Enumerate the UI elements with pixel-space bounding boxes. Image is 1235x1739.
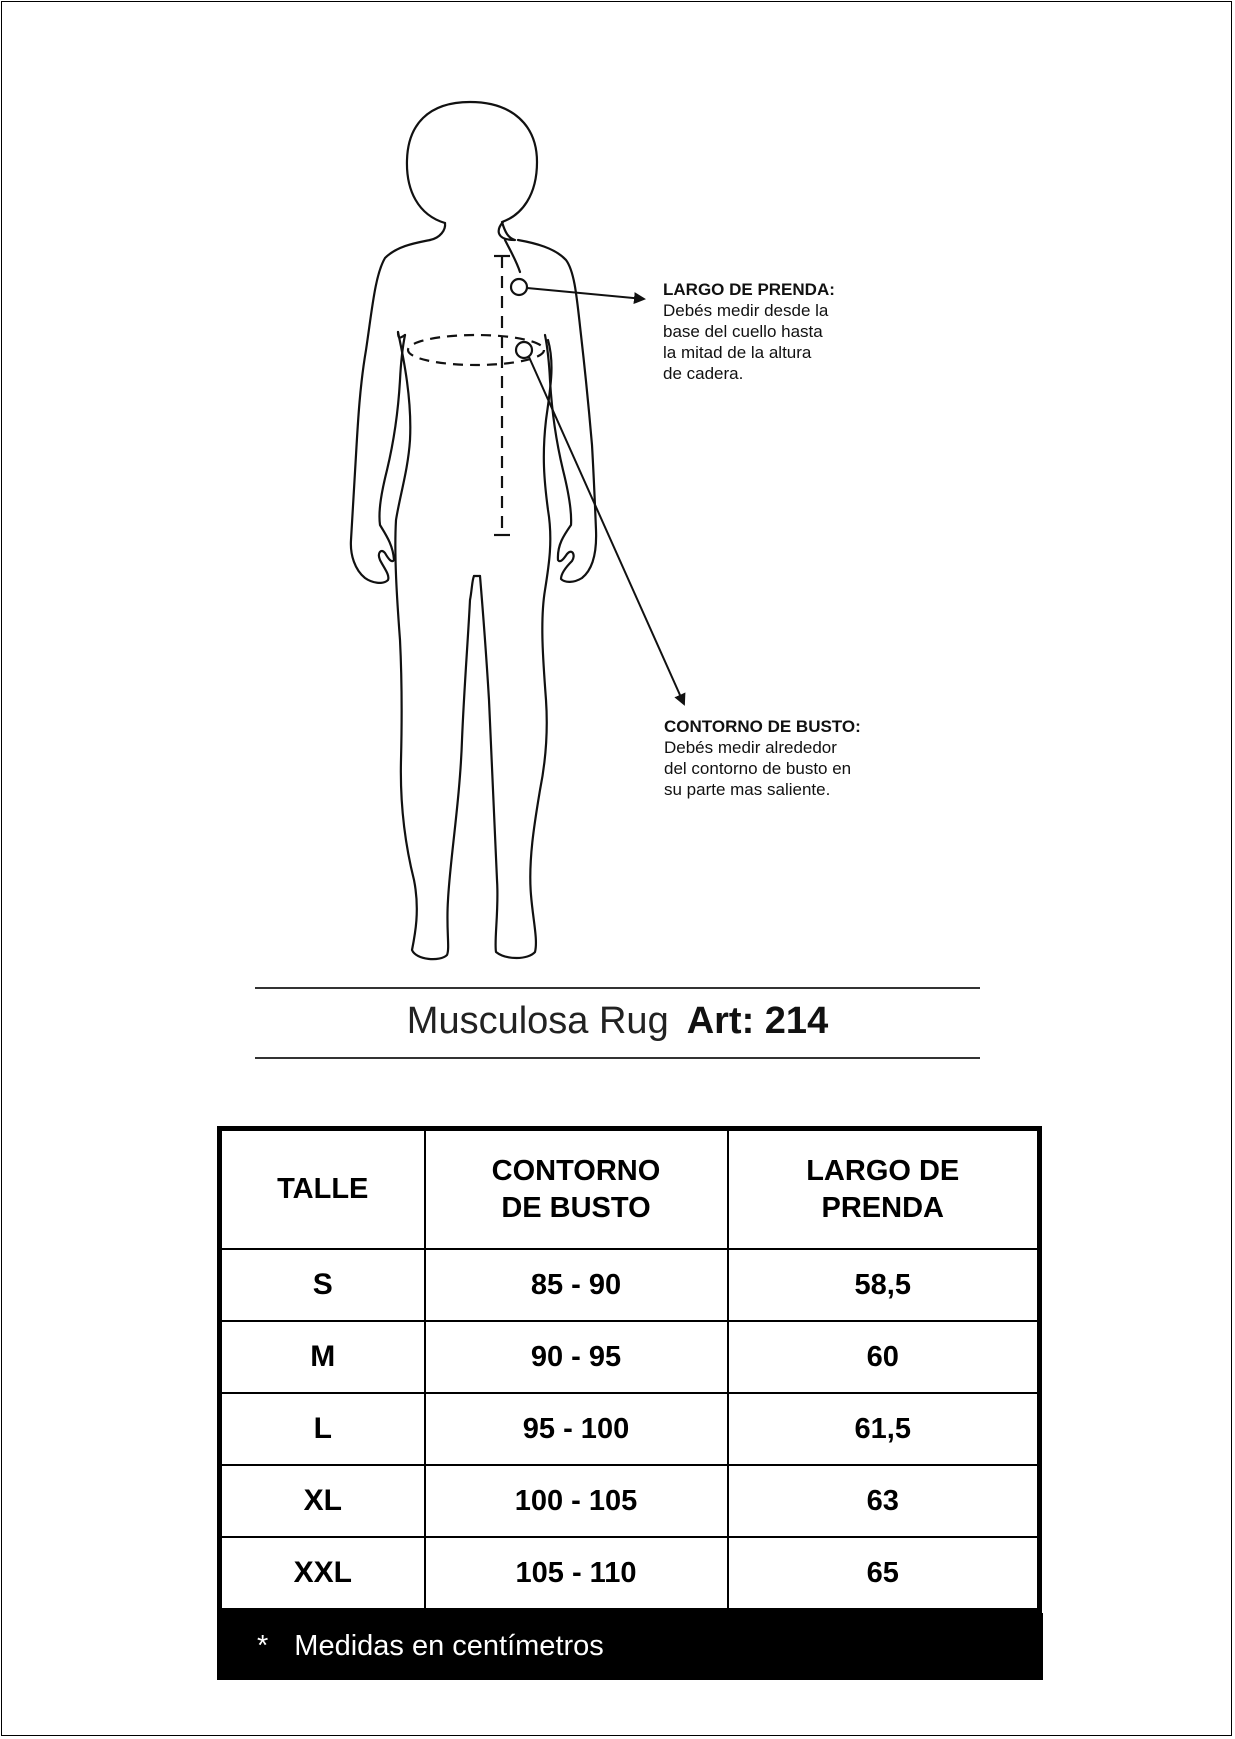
header-size-label: TALLE — [277, 1173, 369, 1205]
left-side-outline — [351, 240, 430, 583]
title-top-rule — [255, 987, 980, 989]
length-cell: 65 — [728, 1537, 1040, 1611]
footnote-marker: * — [257, 1630, 269, 1662]
title-bottom-rule — [255, 1057, 980, 1059]
size-cell: L — [220, 1393, 425, 1465]
length-cell: 61,5 — [728, 1393, 1040, 1465]
bust-cell: 90 - 95 — [425, 1321, 728, 1393]
bust-cell: 105 - 110 — [425, 1537, 728, 1611]
header-length-line1: LARGO DE — [806, 1154, 960, 1187]
bust-heading: CONTORNO DE BUSTO: — [664, 717, 861, 736]
table-row — [220, 1321, 1040, 1393]
garment-length-line: la mitad de la altura — [663, 343, 812, 362]
bust-callout-dot — [516, 342, 532, 358]
bust-line: del contorno de busto en — [664, 759, 852, 778]
garment-length-line: base del cuello hasta — [663, 322, 823, 341]
size-table — [217, 1126, 1042, 1613]
product-title — [255, 996, 980, 1046]
bust-line: su parte mas saliente. — [664, 780, 831, 799]
length-cell: 63 — [728, 1465, 1040, 1537]
bust-note — [664, 716, 861, 800]
table-row — [220, 1393, 1040, 1465]
head-outline — [407, 102, 537, 240]
size-cell: S — [220, 1249, 425, 1321]
size-cell: XL — [220, 1465, 425, 1537]
length-callout-arrow — [527, 288, 644, 299]
product-name: Musculosa Rug — [406, 1000, 669, 1042]
bust-cell: 100 - 105 — [425, 1465, 728, 1537]
product-article: Art: 214 — [686, 1000, 829, 1042]
size-cell: XXL — [220, 1537, 425, 1611]
bust-callout-arrow — [529, 357, 684, 704]
header-bust-line2: DE BUSTO — [501, 1191, 651, 1224]
length-callout-dot — [511, 279, 527, 295]
size-cell: M — [220, 1321, 425, 1393]
garment-length-note — [663, 279, 835, 384]
garment-length-line: Debés medir desde la — [663, 301, 829, 320]
garment-length-line: de cadera. — [663, 364, 744, 383]
header-length-line2: PRENDA — [821, 1191, 944, 1224]
size-table-container — [217, 1126, 1043, 1680]
bust-cell: 85 - 90 — [425, 1249, 728, 1321]
header-bust — [425, 1129, 728, 1250]
table-row — [220, 1537, 1040, 1611]
garment-length-heading: LARGO DE PRENDA: — [663, 280, 835, 299]
table-row — [220, 1249, 1040, 1321]
bust-line: Debés medir alrededor — [664, 738, 837, 757]
header-size — [220, 1129, 425, 1250]
units-footnote — [217, 1613, 1043, 1680]
length-cell: 60 — [728, 1321, 1040, 1393]
header-length — [728, 1129, 1040, 1250]
footnote-text: Medidas en centímetros — [294, 1630, 604, 1662]
table-header-row — [220, 1129, 1040, 1250]
bust-cell: 95 - 100 — [425, 1393, 728, 1465]
length-cell: 58,5 — [728, 1249, 1040, 1321]
header-bust-line1: CONTORNO — [491, 1154, 661, 1187]
table-row — [220, 1465, 1040, 1537]
